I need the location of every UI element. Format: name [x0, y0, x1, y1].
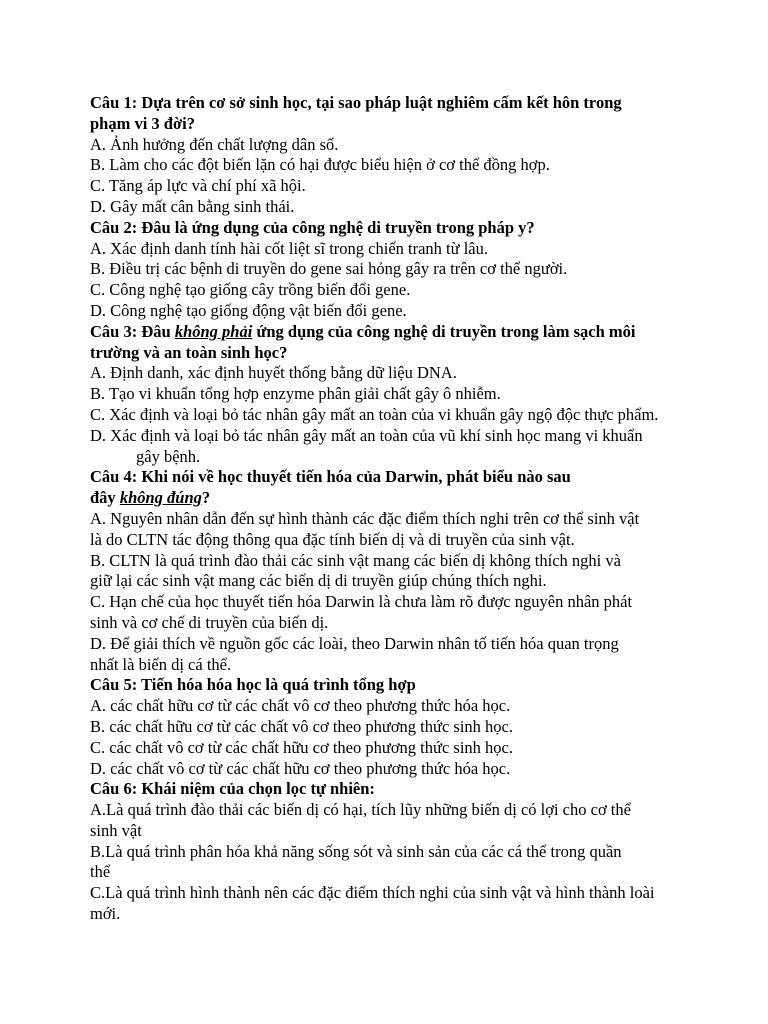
question-6-title: Câu 6: Khái niệm của chọn lọc tự nhiên: [90, 779, 375, 799]
question-1-option-a: A. Ảnh hưởng đến chất lượng dân số. [90, 134, 339, 154]
question-6-option-c: C.Là quá trình hình thành nên các đặc điểm thích nghi của sinh vật và hình thành loài [90, 883, 655, 903]
question-6-option-a-cont: sinh vật [90, 820, 142, 840]
question-4-title: Câu 4: Khi nói về học thuyết tiến hóa của Darwin, phát biểu nào sau [90, 467, 571, 487]
question-5-option-d: D. các chất vô cơ từ các chất hữu cơ theo phương thức hóa học. [90, 758, 511, 778]
question-3-option-b: B. Tạo vi khuẩn tổng hợp enzyme phân giải chất gây ô nhiễm. [90, 384, 501, 404]
question-1-title: Câu 1: Dựa trên cơ sở sinh học, tại sao pháp luật nghiêm cấm kết hôn trong [90, 93, 622, 112]
question-3-title [90, 322, 705, 343]
question-4-option-d-cont: nhất là biến dị cá thể. [90, 654, 232, 674]
question-2-option-a: A. Xác định danh tính hài cốt liệt sĩ trong chiến tranh từ lâu. [90, 238, 488, 258]
question-3-option-a: A. Định danh, xác định huyết thống bằng dữ liệu DNA. [90, 363, 457, 383]
question-4-option-a: A. Nguyên nhân dẫn đến sự hình thành các đặc điểm thích nghi trên cơ thể sinh vật [90, 508, 640, 528]
question-3-option-c: C. Xác định và loại bỏ tác nhân gây mất an toàn của vi khuẩn gây ngộ độc thực phẩm. [90, 404, 659, 424]
question-3-option-d: D. Xác định và loại bỏ tác nhân gây mất an toàn của vũ khí sinh học mang vi khuẩn [90, 425, 643, 445]
question-3-suffix: ứng dụng của công nghệ di truyền trong làm sạch môi [252, 321, 636, 341]
question-4-option-d: D. Để giải thích về nguồn gốc các loài, theo Darwin nhân tố tiến hóa quan trọng [90, 633, 619, 653]
question-3-title-cont: trường và an toàn sinh học? [90, 342, 288, 362]
question-4-prefix: đây [90, 488, 120, 508]
quiz-content [90, 93, 705, 925]
question-4-option-b-cont: giữ lại các sinh vật mang các biến dị di truyền giúp chúng thích nghi. [90, 571, 547, 591]
question-5-option-a: A. các chất hữu cơ từ các chất vô cơ theo phương thức hóa học. [90, 696, 511, 716]
question-5-title: Câu 5: Tiến hóa hóa học là quá trình tổng hợp [90, 675, 416, 695]
question-6-option-b: B.Là quá trình phân hóa khả năng sống sót và sinh sản của các cá thể trong quần [90, 841, 622, 861]
question-6-option-a: A.Là quá trình đào thải các biến dị có hại, tích lũy những biến dị có lợi cho cơ thể [90, 800, 631, 820]
question-4-option-a-cont: là do CLTN tác động thông qua đặc tính biến dị và di truyền của sinh vật. [90, 529, 575, 549]
question-1-option-b: B. Làm cho các đột biến lặn có hại được biểu hiện ở cơ thể đồng hợp. [90, 155, 550, 175]
question-4-title-cont [90, 488, 705, 509]
question-4-option-c: C. Hạn chế của học thuyết tiến hóa Darwin là chưa làm rõ được nguyên nhân phát [90, 592, 633, 612]
question-3-option-d-cont: gây bệnh. [136, 446, 201, 466]
question-3-emphasis: không phải [174, 321, 253, 341]
question-4-option-c-cont: sinh và cơ chế di truyền của biến dị. [90, 612, 329, 632]
question-5-option-b: B. các chất hữu cơ từ các chất vô cơ theo phương thức sinh học. [90, 716, 513, 736]
question-2-title: Câu 2: Đâu là ứng dụng của công nghệ di truyền trong pháp y? [90, 217, 535, 237]
question-4-suffix: ? [201, 488, 211, 508]
question-1-option-d: D. Gây mất cân bằng sinh thái. [90, 196, 295, 216]
question-4-option-b: B. CLTN là quá trình đào thải các sinh vật mang các biến dị không thích nghi và [90, 550, 621, 570]
question-2-option-c: C. Công nghệ tạo giống cây trồng biến đổi gene. [90, 280, 411, 300]
question-1-title-cont: phạm vi 3 đời? [90, 113, 195, 133]
question-3-prefix: Câu 3: Đâu [90, 321, 175, 341]
question-6-option-c-cont: mới. [90, 904, 121, 924]
question-2-option-d: D. Công nghệ tạo giống động vật biến đổi gene. [90, 300, 407, 320]
question-2-option-b: B. Điều trị các bệnh di truyền do gene sai hỏng gây ra trên cơ thể người. [90, 259, 568, 279]
question-5-option-c: C. các chất vô cơ từ các chất hữu cơ theo phương thức sinh học. [90, 737, 513, 757]
question-6-option-b-cont: thể [90, 862, 111, 882]
question-1-option-c: C. Tăng áp lực và chí phí xã hội. [90, 176, 306, 196]
question-4-emphasis: không đúng [119, 488, 202, 508]
